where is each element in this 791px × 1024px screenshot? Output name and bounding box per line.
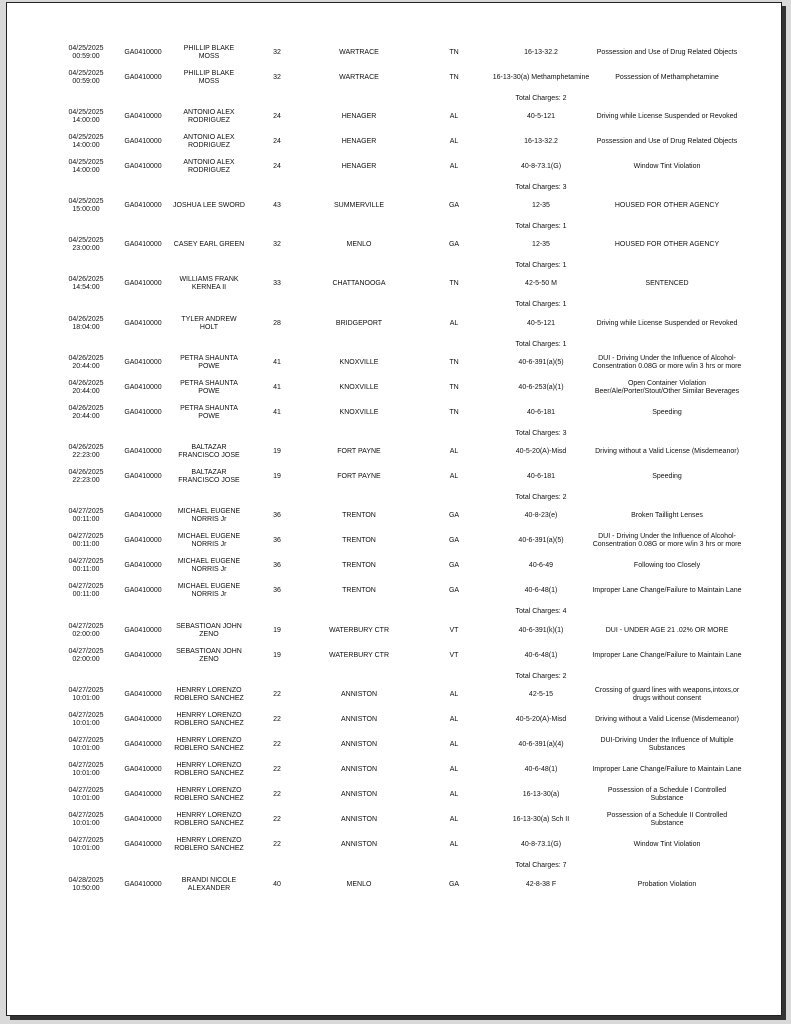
inmate-city: WATERBURY CTR <box>328 627 390 634</box>
table-row <box>7 271 781 297</box>
table-row <box>7 618 781 644</box>
inmate-age: 22 <box>273 716 281 723</box>
total-charges-label: Total Charges: 2 <box>515 494 567 501</box>
table-row <box>7 528 781 554</box>
charge-statute: 16-13-30(a) <box>522 791 560 798</box>
charge-statute: 40-5-121 <box>526 113 556 120</box>
total-charges-label: Total Charges: 7 <box>515 862 567 869</box>
total-charges-row <box>7 340 781 350</box>
inmate-city: FORT PAYNE <box>337 448 381 455</box>
booking-datetime: 04/28/2025 10:50:00 <box>68 877 104 892</box>
table-row <box>7 553 781 579</box>
charge-description: DUI-Driving Under the Influence of Multiple Substances <box>600 737 734 752</box>
charge-statute: 40-6-48(1) <box>524 652 558 659</box>
charge-description: Probation Violation <box>637 881 697 888</box>
agency-code: GA0410000 <box>124 49 162 56</box>
inmate-name: JOSHUA LEE SWORD <box>173 202 245 209</box>
inmate-city: KNOXVILLE <box>339 409 379 416</box>
agency-code: GA0410000 <box>124 448 162 455</box>
inmate-age: 19 <box>273 652 281 659</box>
charge-description: Driving without a Valid License (Misdemeanor) <box>595 716 739 723</box>
inmate-city: HENAGER <box>341 113 377 120</box>
inmate-city: TRENTON <box>342 587 376 594</box>
agency-code: GA0410000 <box>124 691 162 698</box>
inmate-city: MENLO <box>346 881 372 888</box>
charge-statute: 40-6-48(1) <box>524 587 558 594</box>
table-row <box>7 578 781 604</box>
charge-statute: 40-6-181 <box>526 409 556 416</box>
inmate-city: ANNISTON <box>340 766 378 773</box>
booking-datetime: 04/27/2025 10:01:00 <box>68 812 104 827</box>
agency-code: GA0410000 <box>124 113 162 120</box>
inmate-age: 24 <box>273 113 281 120</box>
inmate-age: 40 <box>273 881 281 888</box>
agency-code: GA0410000 <box>124 791 162 798</box>
inmate-age: 32 <box>273 74 281 81</box>
inmate-city: ANNISTON <box>340 841 378 848</box>
charge-statute: 40-8-73.1(G) <box>520 163 562 170</box>
booking-datetime: 04/27/2025 10:01:00 <box>68 737 104 752</box>
table-row <box>7 643 781 669</box>
booking-datetime: 04/27/2025 10:01:00 <box>68 687 104 702</box>
charge-description: Window Tint Violation <box>633 163 701 170</box>
table-row <box>7 439 781 465</box>
table-row <box>7 807 781 833</box>
inmate-city: KNOXVILLE <box>339 384 379 391</box>
charge-description: Driving without a Valid License (Misdemeanor) <box>595 448 739 455</box>
total-charges-label: Total Charges: 2 <box>515 95 567 102</box>
booking-datetime: 04/26/2025 20:44:00 <box>68 405 104 420</box>
agency-code: GA0410000 <box>124 841 162 848</box>
booking-datetime: 04/27/2025 10:01:00 <box>68 712 104 727</box>
charge-description: Open Container Violation Beer/Ale/Porter/Stout/Other Similar Beverages <box>594 380 740 395</box>
charge-description: Driving while License Suspended or Revoked <box>596 113 738 120</box>
inmate-state: TN <box>449 280 459 287</box>
inmate-age: 41 <box>273 359 281 366</box>
booking-datetime: 04/25/2025 00:59:00 <box>68 45 104 60</box>
inmate-name: SEBASTIOAN JOHN ZENO <box>176 623 242 638</box>
total-charges-row <box>7 183 781 193</box>
agency-code: GA0410000 <box>124 409 162 416</box>
inmate-city: ANNISTON <box>340 716 378 723</box>
agency-code: GA0410000 <box>124 473 162 480</box>
inmate-age: 24 <box>273 163 281 170</box>
inmate-name: TYLER ANDREW HOLT <box>181 316 237 331</box>
charge-description: DUI - UNDER AGE 21 .02% OR MORE <box>605 627 729 634</box>
charge-statute: 16-13-32.2 <box>524 49 558 56</box>
inmate-age: 24 <box>273 138 281 145</box>
charge-statute: 16-13-30(a) Sch II <box>512 816 570 823</box>
charge-description: Possession and Use of Drug Related Objects <box>596 138 738 145</box>
inmate-state: GA <box>448 241 460 248</box>
inmate-name: WILLIAMS FRANK KERNEA II <box>179 276 239 291</box>
charge-statute: 40-6-49 <box>528 562 554 569</box>
booking-datetime: 04/27/2025 10:01:00 <box>68 837 104 852</box>
table-row <box>7 782 781 808</box>
booking-datetime: 04/25/2025 14:00:00 <box>68 109 104 124</box>
total-charges-row <box>7 94 781 104</box>
agency-code: GA0410000 <box>124 562 162 569</box>
booking-datetime: 04/26/2025 14:54:00 <box>68 276 104 291</box>
agency-code: GA0410000 <box>124 359 162 366</box>
inmate-name: BALTAZAR FRANCISCO JOSE <box>178 469 240 484</box>
inmate-state: TN <box>449 74 459 81</box>
inmate-state: AL <box>449 163 459 170</box>
agency-code: GA0410000 <box>124 816 162 823</box>
inmate-name: PHILLIP BLAKE MOSS <box>183 70 235 85</box>
charge-description: Speeding <box>652 473 682 480</box>
table-row <box>7 193 781 219</box>
agency-code: GA0410000 <box>124 138 162 145</box>
table-row <box>7 757 781 783</box>
booking-datetime: 04/25/2025 14:00:00 <box>68 159 104 174</box>
charge-description: Window Tint Violation <box>633 841 701 848</box>
inmate-state: TN <box>449 359 459 366</box>
inmate-age: 19 <box>273 627 281 634</box>
charge-description: HOUSED FOR OTHER AGENCY <box>614 202 720 209</box>
charge-description: Possession of Methamphetamine <box>615 74 719 81</box>
inmate-age: 33 <box>273 280 281 287</box>
table-row <box>7 464 781 490</box>
inmate-name: HENRRY LORENZO ROBLERO SANCHEZ <box>174 837 244 852</box>
booking-datetime: 04/27/2025 02:00:00 <box>68 623 104 638</box>
charge-statute: 42-5-15 <box>528 691 554 698</box>
inmate-city: WARTRACE <box>339 74 379 81</box>
booking-datetime: 04/26/2025 22:23:00 <box>68 444 104 459</box>
inmate-city: HENAGER <box>341 163 377 170</box>
table-row <box>7 350 781 376</box>
total-charges-label: Total Charges: 3 <box>515 184 567 191</box>
inmate-state: TN <box>449 49 459 56</box>
charge-description: Broken Taillight Lenses <box>631 512 703 519</box>
agency-code: GA0410000 <box>124 163 162 170</box>
table-row <box>7 832 781 858</box>
table-row <box>7 400 781 426</box>
inmate-name: MICHAEL EUGENE NORRIS Jr <box>177 583 241 598</box>
agency-code: GA0410000 <box>124 384 162 391</box>
booking-datetime: 04/25/2025 15:00:00 <box>68 198 104 213</box>
total-charges-label: Total Charges: 1 <box>515 223 567 230</box>
inmate-state: VT <box>449 627 459 634</box>
charge-description: Improper Lane Change/Failure to Maintain Lane <box>592 766 742 773</box>
inmate-state: AL <box>449 138 459 145</box>
booking-datetime: 04/27/2025 00:11:00 <box>68 558 104 573</box>
inmate-city: WARTRACE <box>339 49 379 56</box>
agency-code: GA0410000 <box>124 241 162 248</box>
booking-datetime: 04/27/2025 10:01:00 <box>68 787 104 802</box>
agency-code: GA0410000 <box>124 512 162 519</box>
charge-description: Speeding <box>652 409 682 416</box>
table-row <box>7 707 781 733</box>
booking-datetime: 04/26/2025 18:04:00 <box>68 316 104 331</box>
total-charges-label: Total Charges: 1 <box>515 262 567 269</box>
inmate-state: AL <box>449 473 459 480</box>
charge-statute: 12-35 <box>532 202 550 209</box>
inmate-state: AL <box>449 448 459 455</box>
table-row <box>7 129 781 155</box>
inmate-name: SEBASTIOAN JOHN ZENO <box>176 648 242 663</box>
charge-description: DUI - Driving Under the Influence of Alcohol-Consentration 0.08G or more w/in 3 hrs or more <box>592 533 742 548</box>
charge-statute: 12-35 <box>532 241 550 248</box>
inmate-city: ANNISTON <box>340 816 378 823</box>
table-row <box>7 104 781 130</box>
agency-code: GA0410000 <box>124 766 162 773</box>
inmate-name: CASEY EARL GREEN <box>173 241 245 248</box>
inmate-city: BRIDGEPORT <box>335 320 383 327</box>
booking-datetime: 04/27/2025 10:01:00 <box>68 762 104 777</box>
agency-code: GA0410000 <box>124 280 162 287</box>
charge-description: SENTENCED <box>645 280 689 287</box>
booking-datetime: 04/26/2025 20:44:00 <box>68 380 104 395</box>
agency-code: GA0410000 <box>124 627 162 634</box>
charge-statute: 42-5-50 M <box>525 280 557 287</box>
inmate-state: AL <box>449 766 459 773</box>
table-row <box>7 154 781 180</box>
charge-statute: 40-5-20(A)-Misd <box>515 716 567 723</box>
total-charges-row <box>7 261 781 271</box>
charge-statute: 40-6-48(1) <box>524 766 558 773</box>
inmate-state: AL <box>449 716 459 723</box>
inmate-name: MICHAEL EUGENE NORRIS Jr <box>177 508 241 523</box>
booking-datetime: 04/25/2025 14:00:00 <box>68 134 104 149</box>
inmate-age: 22 <box>273 691 281 698</box>
table-row <box>7 40 781 66</box>
inmate-city: FORT PAYNE <box>337 473 381 480</box>
inmate-age: 43 <box>273 202 281 209</box>
inmate-name: HENRRY LORENZO ROBLERO SANCHEZ <box>174 787 244 802</box>
inmate-age: 28 <box>273 320 281 327</box>
total-charges-row <box>7 607 781 617</box>
inmate-state: GA <box>448 202 460 209</box>
inmate-age: 22 <box>273 741 281 748</box>
inmate-name: BALTAZAR FRANCISCO JOSE <box>178 444 240 459</box>
booking-datetime: 04/27/2025 00:11:00 <box>68 583 104 598</box>
inmate-state: AL <box>449 816 459 823</box>
inmate-name: ANTONIO ALEX RODRIGUEZ <box>183 134 235 149</box>
inmate-city: ANNISTON <box>340 741 378 748</box>
inmate-state: AL <box>449 113 459 120</box>
inmate-state: GA <box>448 537 460 544</box>
total-charges-row <box>7 429 781 439</box>
total-charges-row <box>7 861 781 871</box>
inmate-age: 22 <box>273 766 281 773</box>
table-row <box>7 311 781 337</box>
inmate-age: 32 <box>273 241 281 248</box>
charge-statute: 40-6-391(k)(1) <box>518 627 564 634</box>
inmate-state: AL <box>449 691 459 698</box>
charge-description: Following too Closely <box>633 562 701 569</box>
agency-code: GA0410000 <box>124 652 162 659</box>
inmate-state: AL <box>449 791 459 798</box>
total-charges-row <box>7 672 781 682</box>
inmate-city: CHATTANOOGA <box>332 280 386 287</box>
agency-code: GA0410000 <box>124 74 162 81</box>
inmate-city: ANNISTON <box>340 791 378 798</box>
total-charges-label: Total Charges: 3 <box>515 430 567 437</box>
charge-description: HOUSED FOR OTHER AGENCY <box>614 241 720 248</box>
charge-description: Driving while License Suspended or Revoked <box>596 320 738 327</box>
inmate-city: ANNISTON <box>340 691 378 698</box>
agency-code: GA0410000 <box>124 587 162 594</box>
inmate-age: 22 <box>273 791 281 798</box>
inmate-city: TRENTON <box>342 537 376 544</box>
inmate-state: TN <box>449 409 459 416</box>
charge-statute: 40-6-391(a)(5) <box>518 359 564 366</box>
charge-statute: 40-6-253(a)(1) <box>518 384 564 391</box>
inmate-city: WATERBURY CTR <box>328 652 390 659</box>
inmate-age: 22 <box>273 841 281 848</box>
total-charges-row <box>7 493 781 503</box>
inmate-name: HENRRY LORENZO ROBLERO SANCHEZ <box>174 687 244 702</box>
inmate-name: PETRA SHAUNTA POWE <box>180 380 238 395</box>
inmate-name: HENRRY LORENZO ROBLERO SANCHEZ <box>174 737 244 752</box>
charge-statute: 40-8-23(e) <box>524 512 558 519</box>
inmate-state: GA <box>448 562 460 569</box>
report-page <box>6 2 782 1016</box>
inmate-name: HENRRY LORENZO ROBLERO SANCHEZ <box>174 812 244 827</box>
table-row <box>7 872 781 898</box>
charge-description: Possession and Use of Drug Related Objects <box>596 49 738 56</box>
charge-statute: 40-5-20(A)-Misd <box>515 448 567 455</box>
booking-datetime: 04/25/2025 23:00:00 <box>68 237 104 252</box>
total-charges-label: Total Charges: 1 <box>515 301 567 308</box>
inmate-age: 22 <box>273 816 281 823</box>
inmate-name: PHILLIP BLAKE MOSS <box>183 45 235 60</box>
inmate-name: ANTONIO ALEX RODRIGUEZ <box>183 159 235 174</box>
agency-code: GA0410000 <box>124 537 162 544</box>
agency-code: GA0410000 <box>124 881 162 888</box>
agency-code: GA0410000 <box>124 320 162 327</box>
booking-datetime: 04/26/2025 20:44:00 <box>68 355 104 370</box>
inmate-name: BRANDI NICOLE ALEXANDER <box>181 877 237 892</box>
table-row <box>7 65 781 91</box>
inmate-state: GA <box>448 587 460 594</box>
inmate-city: SUMMERVILLE <box>333 202 385 209</box>
inmate-name: HENRRY LORENZO ROBLERO SANCHEZ <box>174 762 244 777</box>
inmate-city: HENAGER <box>341 138 377 145</box>
charge-description: Possession of a Schedule II Controlled Substance <box>606 812 728 827</box>
charge-statute: 40-6-181 <box>526 473 556 480</box>
charge-description: Improper Lane Change/Failure to Maintain Lane <box>592 587 742 594</box>
charge-statute: 40-5-121 <box>526 320 556 327</box>
inmate-name: MICHAEL EUGENE NORRIS Jr <box>177 558 241 573</box>
inmate-city: TRENTON <box>342 512 376 519</box>
inmate-age: 36 <box>273 512 281 519</box>
inmate-state: AL <box>449 320 459 327</box>
charge-statute: 16-13-32.2 <box>524 138 558 145</box>
inmate-name: HENRRY LORENZO ROBLERO SANCHEZ <box>174 712 244 727</box>
agency-code: GA0410000 <box>124 741 162 748</box>
inmate-name: MICHAEL EUGENE NORRIS Jr <box>177 533 241 548</box>
table-row <box>7 682 781 708</box>
table-row <box>7 232 781 258</box>
inmate-city: MENLO <box>346 241 372 248</box>
inmate-age: 41 <box>273 409 281 416</box>
table-row <box>7 732 781 758</box>
inmate-age: 36 <box>273 537 281 544</box>
charge-description: Improper Lane Change/Failure to Maintain Lane <box>592 652 742 659</box>
inmate-age: 41 <box>273 384 281 391</box>
agency-code: GA0410000 <box>124 716 162 723</box>
total-charges-row <box>7 222 781 232</box>
charge-description: DUI - Driving Under the Influence of Alcohol-Consentration 0.08G or more w/in 3 hrs or more <box>592 355 742 370</box>
total-charges-label: Total Charges: 1 <box>515 341 567 348</box>
inmate-state: TN <box>449 384 459 391</box>
charge-statute: 42-8-38 F <box>525 881 557 888</box>
inmate-age: 19 <box>273 448 281 455</box>
booking-datetime: 04/27/2025 00:11:00 <box>68 533 104 548</box>
inmate-age: 36 <box>273 587 281 594</box>
table-row <box>7 503 781 529</box>
charge-statute: 40-8-73.1(G) <box>520 841 562 848</box>
charge-statute: 16-13-30(a) Methamphetamine <box>492 74 590 81</box>
inmate-age: 36 <box>273 562 281 569</box>
total-charges-label: Total Charges: 2 <box>515 673 567 680</box>
charge-description: Possession of a Schedule I Controlled Substance <box>607 787 727 802</box>
charge-statute: 40-6-391(a)(4) <box>518 741 564 748</box>
table-row <box>7 375 781 401</box>
inmate-state: VT <box>449 652 459 659</box>
inmate-state: AL <box>449 841 459 848</box>
inmate-name: ANTONIO ALEX RODRIGUEZ <box>183 109 235 124</box>
inmate-age: 19 <box>273 473 281 480</box>
agency-code: GA0410000 <box>124 202 162 209</box>
inmate-city: TRENTON <box>342 562 376 569</box>
inmate-state: GA <box>448 881 460 888</box>
inmate-name: PETRA SHAUNTA POWE <box>180 355 238 370</box>
inmate-city: KNOXVILLE <box>339 359 379 366</box>
charge-description: Crossing of guard lines with weapons,intoxs,or drugs without consent <box>594 687 740 702</box>
total-charges-label: Total Charges: 4 <box>515 608 567 615</box>
inmate-state: GA <box>448 512 460 519</box>
inmate-age: 32 <box>273 49 281 56</box>
inmate-state: AL <box>449 741 459 748</box>
total-charges-row <box>7 300 781 310</box>
booking-datetime: 04/25/2025 00:59:00 <box>68 70 104 85</box>
inmate-name: PETRA SHAUNTA POWE <box>180 405 238 420</box>
charge-statute: 40-6-391(a)(5) <box>518 537 564 544</box>
booking-datetime: 04/27/2025 02:00:00 <box>68 648 104 663</box>
booking-datetime: 04/26/2025 22:23:00 <box>68 469 104 484</box>
booking-datetime: 04/27/2025 00:11:00 <box>68 508 104 523</box>
